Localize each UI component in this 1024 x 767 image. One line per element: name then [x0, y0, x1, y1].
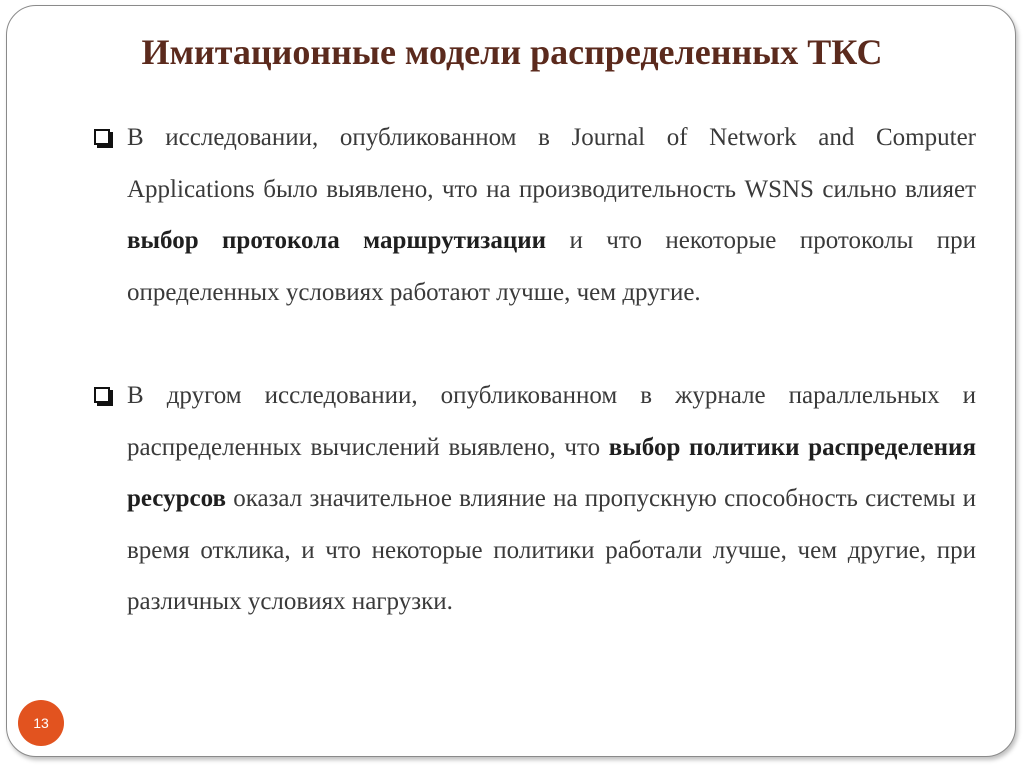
bullet-1-text-end: и что некоторые протоколы при определенных условиях работают лучше, чем другие. [127, 227, 976, 306]
checkbox-square-icon [94, 387, 110, 403]
bullet-1-bold-phrase: выбор протокола маршрутизации [127, 227, 547, 254]
slide-title: Имитационные модели распределенных ТКС [141, 32, 883, 72]
bullet-item-1 [90, 112, 976, 318]
bullet-list [90, 112, 976, 628]
bullet-text-1 [127, 112, 976, 318]
bullet-2-text-end: оказал значительное влияние на пропускную способность системы и время отклика, и что некоторые политики работали лучше, чем другие, при различных условиях нагрузки. [127, 485, 976, 615]
bullet-2-text-start: В другом исследовании, опубликованном в журнале параллельных и распределенных вычислений выявлено, что [127, 382, 976, 461]
bullet-text-2 [127, 370, 976, 628]
page-number-badge: 13 [18, 700, 64, 746]
bullet-1-text-start: В исследовании, опубликованном в Journal of Network and Computer Applications было выявлено, что на производительность WSNS сильно влияет [127, 124, 976, 203]
bullet-2-bold-phrase: выбор политики распределения ресурсов [127, 433, 976, 512]
bullet-item-2 [90, 370, 976, 628]
checkbox-square-icon [94, 129, 110, 145]
